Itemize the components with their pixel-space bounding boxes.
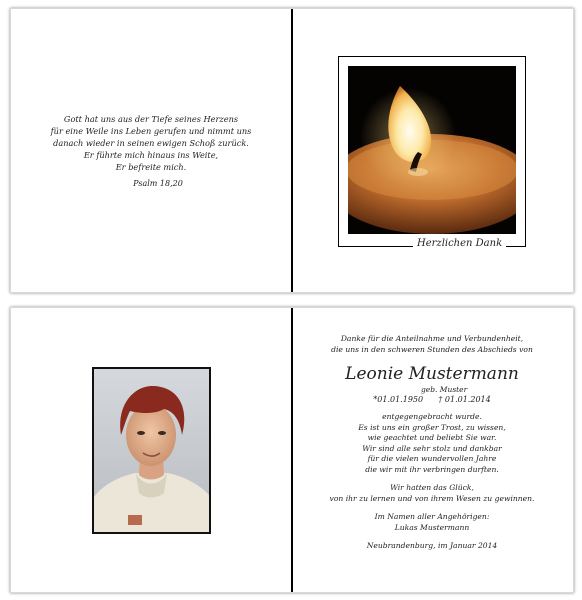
life-dates bbox=[301, 395, 563, 404]
death-date: † 01.01.2014 bbox=[438, 395, 491, 404]
paragraph-line: für die vielen wundervollen Jahre bbox=[367, 454, 497, 463]
verse-line: für eine Weile ins Leben gerufen und nimmt uns bbox=[50, 126, 252, 136]
paragraph-line: von ihr zu lernen und von ihrem Wesen zu gewinnen. bbox=[329, 493, 535, 503]
obituary-text bbox=[301, 334, 563, 552]
signature-line: Im Namen aller Angehörigen: bbox=[374, 512, 490, 521]
signature-line: Lukas Mustermann bbox=[394, 522, 470, 532]
card-outer-spread bbox=[10, 8, 574, 293]
paragraph-line: die wir mit ihr verbringen durften. bbox=[365, 464, 499, 474]
paragraph-line: entgegengebracht wurde. bbox=[382, 412, 482, 421]
candle-illustration bbox=[348, 66, 516, 234]
verse-line: Er befreite mich. bbox=[115, 162, 187, 172]
paragraph-line: Es ist uns ein großer Trost, zu wissen, bbox=[358, 422, 506, 432]
candle-photo bbox=[348, 66, 516, 234]
verse-line: Gott hat uns aus der Tiefe seines Herzens bbox=[63, 114, 239, 124]
verse-source: Psalm 18,20 bbox=[133, 179, 183, 188]
fold-line-bottom bbox=[291, 308, 293, 592]
portrait-illustration bbox=[94, 369, 209, 532]
place-date: Neubrandenburg, im Januar 2014 bbox=[366, 541, 498, 550]
deceased-name: Leonie Mustermann bbox=[345, 364, 519, 384]
intro-line: die uns in den schweren Stunden des Abschieds von bbox=[331, 344, 533, 354]
bible-verse bbox=[41, 113, 261, 173]
paragraph-line: Wir hatten das Glück, bbox=[390, 483, 474, 492]
birth-date: *01.01.1950 bbox=[373, 395, 424, 404]
paragraph-line: Wir sind alle sehr stolz und dankbar bbox=[362, 443, 502, 453]
candle-photo-frame bbox=[338, 56, 526, 247]
intro-line: Danke für die Anteilnahme und Verbundenheit, bbox=[340, 334, 524, 343]
paragraph-line: wie geachtet und beliebt Sie war. bbox=[367, 433, 497, 442]
card-inner-spread bbox=[10, 307, 574, 593]
portrait-photo bbox=[92, 367, 211, 534]
verse-line: danach wieder in seinen ewigen Schoß zurück. bbox=[53, 138, 249, 148]
verse-line: Er führte mich hinaus ins Weite, bbox=[83, 150, 219, 160]
fold-line-top bbox=[291, 9, 293, 292]
birth-name: geb. Muster bbox=[421, 385, 468, 394]
thank-you-title: Herzlichen Dank bbox=[413, 238, 506, 249]
